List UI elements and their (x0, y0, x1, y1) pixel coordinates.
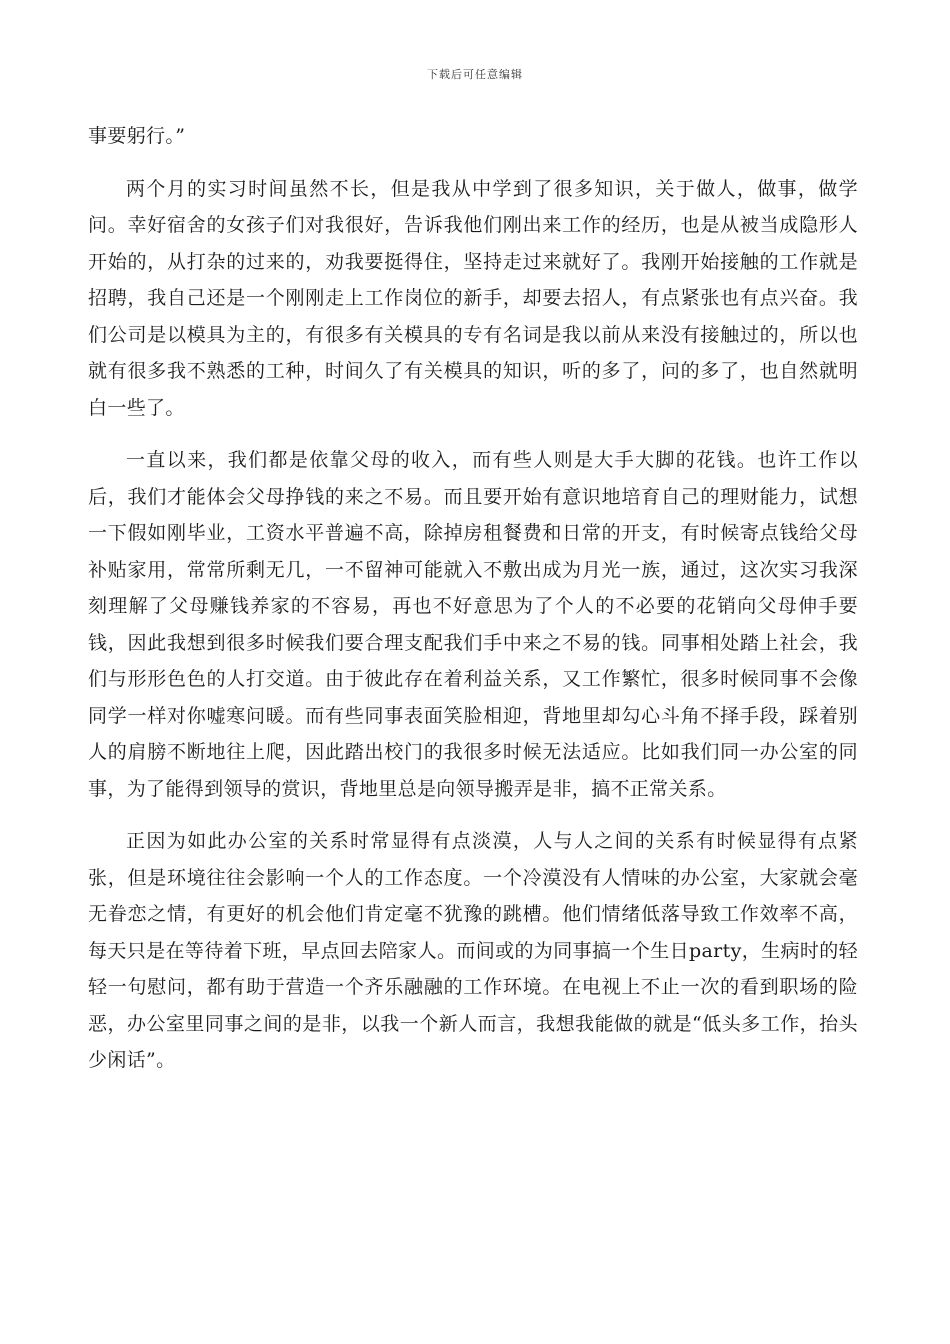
page-header: 下载后可任意编辑 (427, 68, 523, 81)
paragraph: 正因为如此办公室的关系时常显得有点淡漠，人与人之间的关系有时候显得有点紧张，但是环境往往会影响一个人的工作态度。一个冷漠没有人情味的办公室，大家就会毫无眷恋之情，有更好的机会他们肯定毫不犹豫的跳槽。他们情绪低落导致工作效率不高，每天只是在等待着下班，早点回去陪家人。而间或的为同事搞一个生日party，生病时的轻轻一句慰问，都有助于营造一个齐乐融融的工作环境。在电视上不止一次的看到职场的险恶，办公室里同事之间的是非，以我一个新人而言，我想我能做的就是“低头多工作，抬头少闲话”。 (88, 830, 858, 1071)
document-body (88, 118, 858, 1095)
paragraph: 两个月的实习时间虽然不长，但是我从中学到了很多知识，关于做人，做事，做学问。幸好宿舍的女孩子们对我很好，告诉我他们刚出来工作的经历，也是从被当成隐形人开始的，从打杂的过来的，劝我要挺得住，坚持走过来就好了。我刚开始接触的工作就是招聘，我自己还是一个刚刚走上工作岗位的新手，却要去招人，有点紧张也有点兴奋。我们公司是以模具为主的，有很多有关模具的专有名词是我以前从来没有接触过的，所以也就有很多我不熟悉的工种，时间久了有关模具的知识，听的多了，问的多了，也自然就明白一些了。 (88, 177, 858, 419)
paragraph: 一直以来，我们都是依靠父母的收入，而有些人则是大手大脚的花钱。也许工作以后，我们才能体会父母挣钱的来之不易。而且要开始有意识地培育自己的理财能力，试想一下假如刚毕业，工资水平普遍不高，除掉房租餐费和日常的开支，有时候寄点钱给父母补贴家用，常常所剩无几，一不留神可能就入不敷出成为月光一族，通过，这次实习我深刻理解了父母赚钱养家的不容易，再也不好意思为了个人的不必要的花销向父母伸手要钱，因此我想到很多时候我们要合理支配我们手中来之不易的钱。同事相处踏上社会，我们与形形色色的人打交道。由于彼此存在着利益关系，又工作繁忙，很多时候同事不会像同学一样对你嘘寒问暖。而有些同事表面笑脸相迎，背地里却勾心斗角不择手段，踩着别人的肩膀不断地往上爬，因此踏出校门的我很多时候无法适应。比如我们同一办公室的同事，为了能得到领导的赏识，背地里总是向领导搬弄是非，搞不正常关系。 (88, 449, 858, 800)
paragraph-continuation: 事要躬行。” (88, 125, 186, 147)
